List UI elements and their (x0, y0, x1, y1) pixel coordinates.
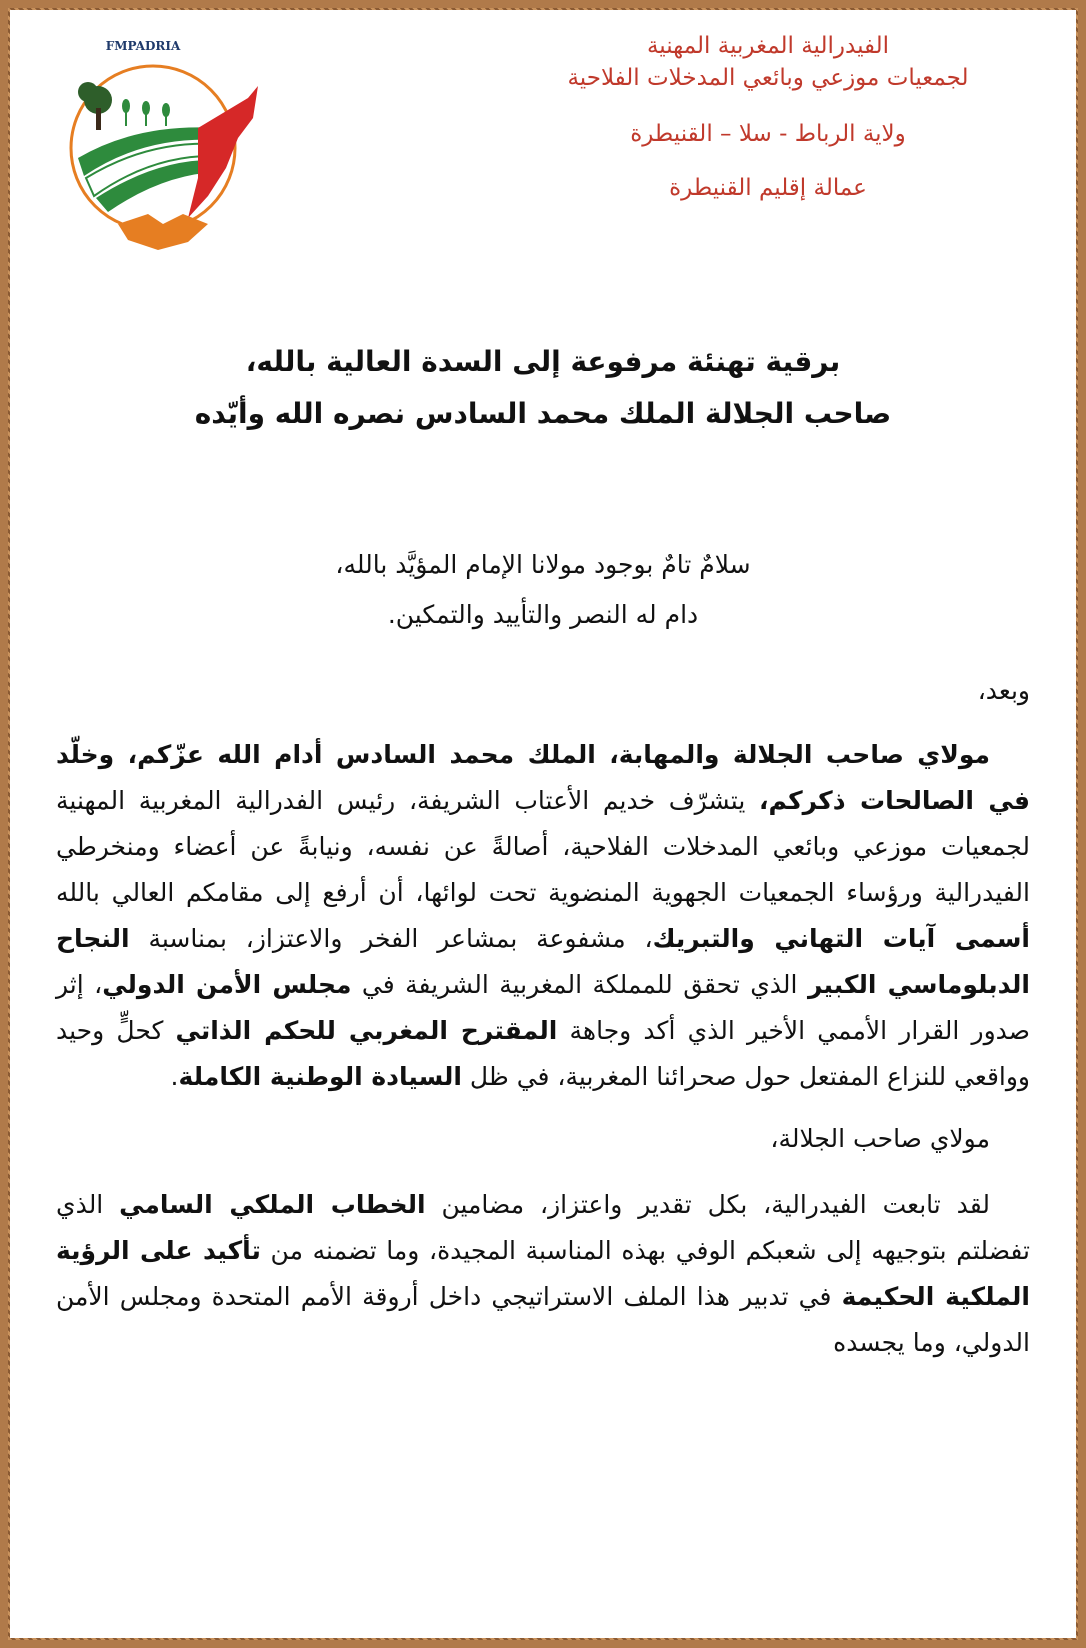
title-line2: صاحب الجلالة الملك محمد السادس نصره الله وأيّده (194, 397, 892, 430)
org-name-line1: الفيدرالية المغربية المهنية (646, 33, 890, 59)
body-text: . (170, 1062, 179, 1091)
greeting-line1: سلامٌ تامٌ بوجود مولانا الإمام المؤيَّد بالله، (335, 550, 751, 579)
logo-text: FMPADRIA (105, 39, 181, 53)
body-text: في تدبير هذا الملف الاستراتيجي داخل أروقة الأمم المتحدة ومجلس الأمن الدولي، وما يجسده (56, 1282, 1030, 1357)
org-name-line2: لجمعيات موزعي وبائعي المدخلات الفلاحية (567, 65, 969, 91)
paragraph-2 (56, 1182, 1030, 1366)
greeting-line2: دام له النصر والتأييد والتمكين. (387, 600, 699, 629)
organization-header (508, 30, 1028, 204)
body-text: يتشرّف خديم الأعتاب الشريفة، رئيس الفدرالية المغربية المهنية لجمعيات موزعي وبائعي المدخلات الفلاحية، أصالةً عن نفسه، ونيابةً عن أعضاء ومنخرطي الفيدرالية ورؤساء الجمعيات الجهوية المنضوية تحت لوائها، أن أرفع إلى مقامكم العالي بالله (56, 786, 1030, 907)
opening-word: وبعد، (977, 676, 1030, 705)
emphasized-text: النجاح الدبلوماسي الكبير (56, 924, 1031, 999)
title-line1: برقية تهنئة مرفوعة إلى السدة العالية بالله، (245, 345, 841, 378)
body-text: كحلٍّ وحيد وواقعي للنزاع المفتعل حول صحرائنا المغربية، في ظل (56, 1016, 1030, 1091)
body-text: الذي تفضلتم بتوجيهه إلى شعبكم الوفي بهذه المناسبة المجيدة، وما تضمنه من (56, 1190, 1030, 1265)
emphasized-text: تأكيد على الرؤية الملكية الحكيمة (56, 1236, 1031, 1311)
emphasized-text: المقترح المغربي للحكم الذاتي (175, 1016, 558, 1045)
prefecture-name: عمالة إقليم القنيطرة (669, 175, 867, 201)
body-text: الذي تحقق للمملكة المغربية الشريفة في (351, 970, 808, 999)
emphasized-text: مجلس الأمن الدولي (102, 970, 352, 999)
body-text: لقد تابعت الفيدرالية، بكل تقدير واعتزاز، مضامين (425, 1190, 991, 1219)
emphasized-text: الخطاب الملكي السامي (119, 1190, 426, 1219)
emphasized-text: السيادة الوطنية الكاملة (178, 1062, 462, 1091)
body-text: ، مشفوعة بمشاعر الفخر والاعتزاز، بمناسبة (129, 924, 653, 953)
region-name: ولاية الرباط - سلا – القنيطرة (630, 121, 906, 147)
paragraph-1 (56, 732, 1030, 1100)
salutation: مولاي صاحب الجلالة، (770, 1124, 990, 1153)
emphasized-text: أسمى آيات التهاني والتبريك (652, 924, 1030, 953)
letter-title (80, 336, 1006, 440)
letter-body (56, 668, 1030, 1366)
body-text: ، إثر صدور القرار الأممي الأخير الذي أكد وجاهة (56, 970, 1030, 1045)
emphasized-text: مولاي صاحب الجلالة والمهابة، الملك محمد السادس أدام الله عزّكم، وخلّد في الصالحات ذكركم، (56, 740, 1031, 815)
fmpadria-logo (48, 28, 278, 258)
greeting (120, 540, 966, 640)
